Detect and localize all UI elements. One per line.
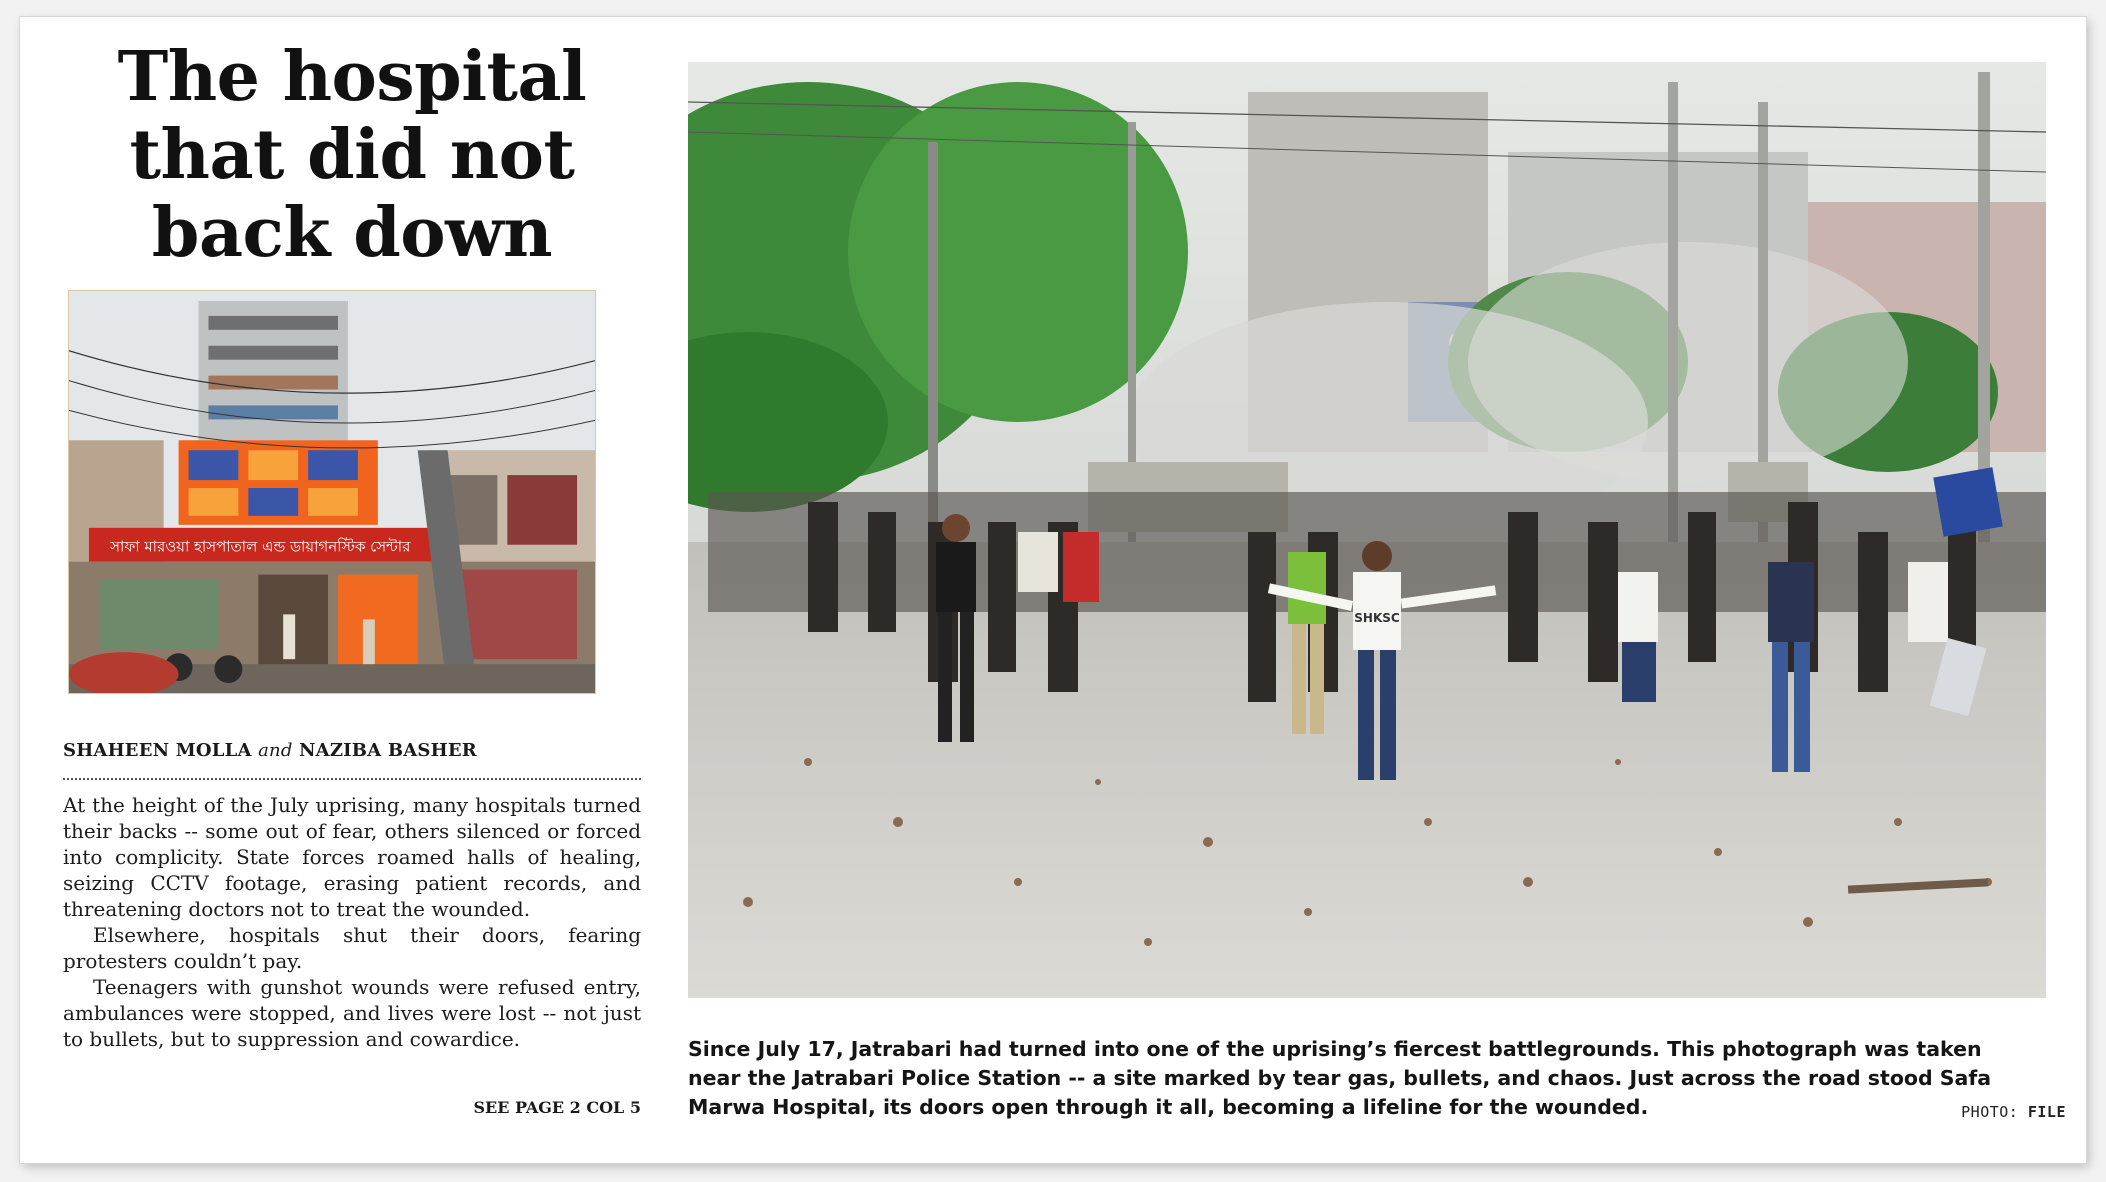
byline-conjunction: and (258, 740, 293, 761)
author-2: NAZIBA BASHER (299, 740, 477, 761)
byline-divider (63, 778, 641, 780)
article-body (63, 792, 641, 1052)
photo-caption (688, 1035, 2046, 1122)
shirt-text: SHKSC (1354, 611, 1400, 625)
jump-link[interactable]: SEE PAGE 2 COL 5 (473, 1098, 641, 1117)
credit-label: PHOTO: (1961, 1103, 2019, 1121)
byline (63, 740, 641, 761)
street-clash-photo[interactable] (688, 62, 2046, 998)
street-clash-illustration (688, 62, 2046, 998)
headline-line-1: The hospital (117, 37, 587, 117)
photo-credit (1961, 1103, 2066, 1121)
headline (62, 38, 642, 272)
article-paragraph-2: Elsewhere, hospitals shut their doors, fearing protesters couldn’t pay. (63, 923, 641, 973)
article-paragraph-1: At the height of the July uprising, many hospitals turned their backs -- some out of fear, others silenced or forced into complicity. State forces roamed halls of healing, seizing CCTV footage, erasing patient records, and threatening doctors not to treat the wounded. (63, 793, 641, 921)
hospital-building-illustration (69, 291, 595, 693)
caption-text: Since July 17, Jatrabari had turned into one of the uprising’s fiercest battlegrounds. This photograph was taken near the Jatrabari Police Station -- a site marked by tear gas, bullets, and chaos. Just across the road stood Safa Marwa Hospital, its doors open through it all, becoming a lifeline for the wounded. (688, 1037, 1992, 1119)
headline-line-2: that did not (129, 115, 575, 195)
credit-value: FILE (2027, 1103, 2066, 1121)
hospital-building-photo[interactable] (68, 290, 596, 694)
article-paragraph-3: Teenagers with gunshot wounds were refused entry, ambulances were stopped, and lives were lost -- not just to bullets, but to suppression and cowardice. (63, 975, 641, 1051)
hospital-sign-text: সাফা মারওয়া হাসপাতাল এন্ড ডায়াগনস্টিক সেন্টার (110, 537, 411, 556)
headline-line-3: back down (151, 193, 553, 273)
author-1: SHAHEEN MOLLA (63, 740, 252, 761)
